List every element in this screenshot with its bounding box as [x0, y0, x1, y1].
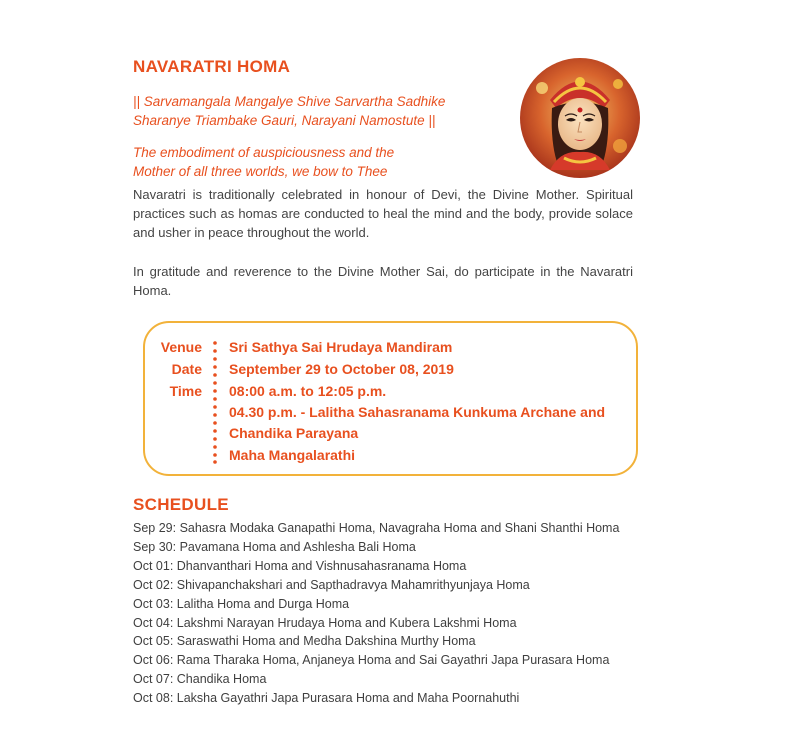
mantra-line-1: || Sarvamangala Mangalye Shive Sarvartha Sadhike	[133, 94, 446, 109]
schedule-item: Oct 05: Saraswathi Homa and Medha Dakshina Murthy Homa	[133, 634, 476, 649]
schedule-item: Oct 02: Shivapanchakshari and Sapthadravya Mahamrithyunjaya Homa	[133, 577, 530, 592]
dotted-separator	[212, 340, 218, 465]
meaning-line-1: The embodiment of auspiciousness and the	[133, 145, 395, 160]
venue-value: Sri Sathya Sai Hrudaya Mandiram	[229, 339, 453, 355]
mantra-meaning	[133, 143, 493, 181]
schedule-item: Oct 06: Rama Tharaka Homa, Anjaneya Homa and Sai Gayathri Japa Purasara Homa	[133, 653, 610, 668]
mantra-verse	[133, 92, 513, 130]
mantra-line-2: Sharanye Triambake Gauri, Narayani Namostute ||	[133, 113, 436, 128]
date-value: September 29 to October 08, 2019	[229, 361, 454, 377]
schedule-item: Oct 04: Lakshmi Narayan Hrudaya Homa and Kubera Lakshmi Homa	[133, 615, 517, 630]
schedule-item: Oct 01: Dhanvanthari Homa and Vishnusahasranama Homa	[133, 558, 467, 573]
time-value: 08:00 a.m. to 12:05 p.m.	[229, 383, 387, 399]
venue-label: Venue	[160, 339, 202, 355]
closing-program: Maha Mangalarathi	[229, 447, 356, 463]
date-label: Date	[171, 361, 202, 377]
schedule-list	[133, 519, 693, 708]
intro-paragraph: Navaratri is traditionally celebrated in honour of Devi, the Divine Mother. Spiritual practices such as homas are conducted to heal the mind and the body, provide solace and usher in peace throughout the world.	[133, 187, 633, 240]
schedule-item: Oct 03: Lalitha Homa and Durga Homa	[133, 596, 350, 611]
schedule-item: Oct 07: Chandika Homa	[133, 672, 267, 687]
event-info-labels	[160, 336, 202, 402]
page-title: NAVARATRI HOMA	[133, 57, 291, 76]
schedule-item: Oct 08: Laksha Gayathri Japa Purasara Homa and Maha Poornahuthi	[133, 691, 520, 706]
event-info-values	[229, 336, 629, 466]
evening-program: 04.30 p.m. - Lalitha Sahasranama Kunkuma Archane and Chandika Parayana	[229, 404, 606, 441]
time-label: Time	[169, 383, 202, 399]
schedule-title: SCHEDULE	[133, 495, 229, 514]
schedule-item: Sep 29: Sahasra Modaka Ganapathi Homa, Navagraha Homa and Shani Shanthi Homa	[133, 521, 620, 535]
meaning-line-2: Mother of all three worlds, we bow to Thee	[133, 164, 388, 179]
gratitude-paragraph: In gratitude and reverence to the Divine Mother Sai, do participate in the Navaratri Homa.	[133, 264, 633, 298]
schedule-item: Sep 30: Pavamana Homa and Ashlesha Bali Homa	[133, 539, 416, 554]
devi-portrait-icon	[520, 58, 640, 178]
